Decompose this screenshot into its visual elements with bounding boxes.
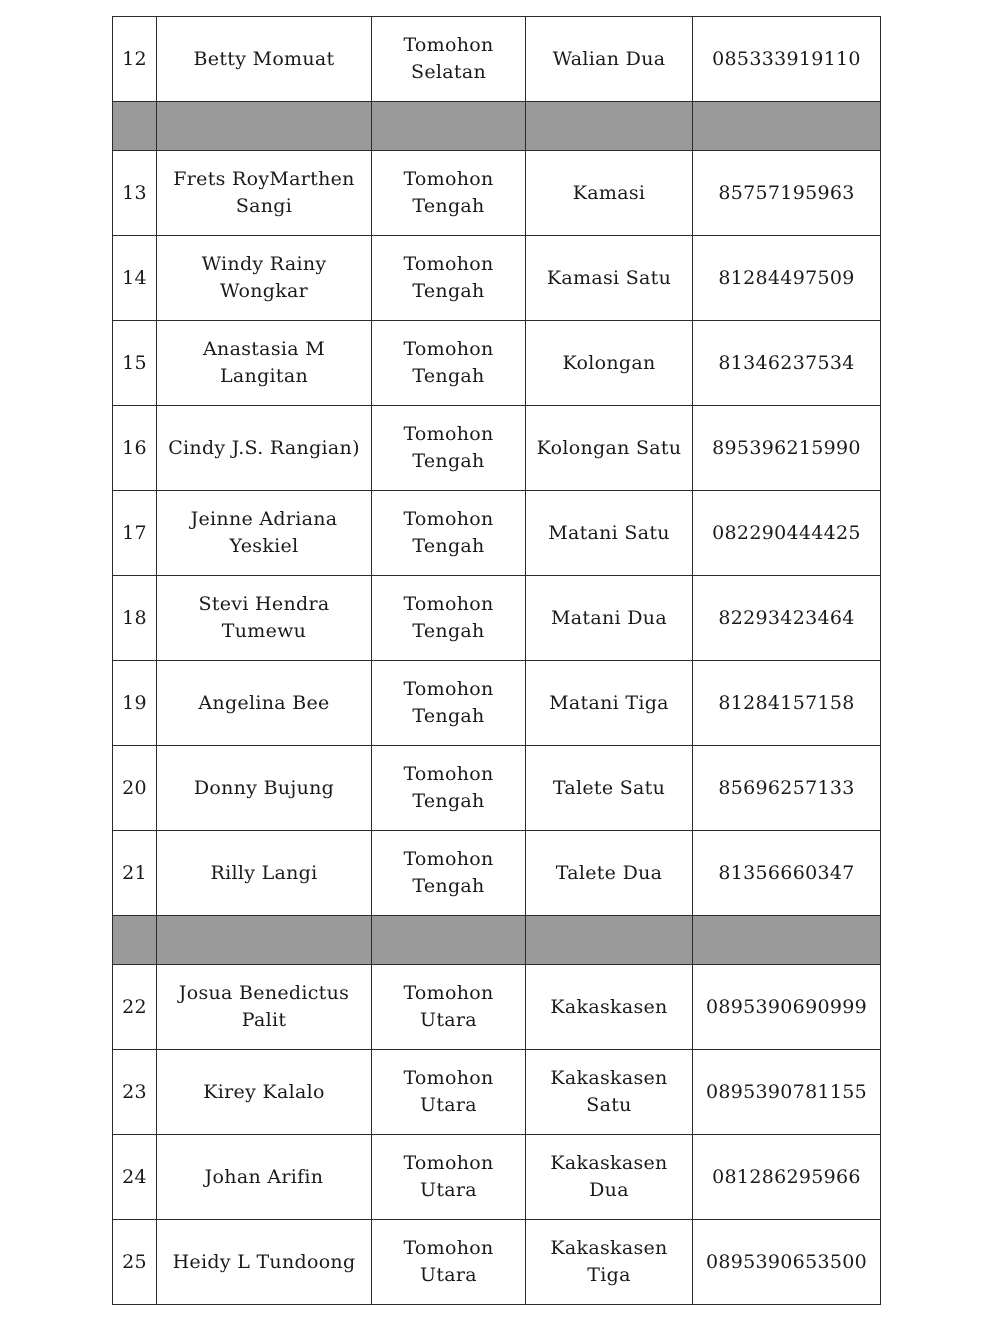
- row-number-cell: 16: [113, 406, 157, 491]
- kecamatan-cell: Tomohon Tengah: [372, 151, 526, 236]
- group-separator-row: [113, 916, 881, 965]
- table-row: [113, 321, 881, 406]
- kelurahan-cell: Matani Satu: [526, 491, 693, 576]
- separator-cell: [157, 102, 372, 151]
- phone-cell: 85696257133: [693, 746, 881, 831]
- name-cell: Windy Rainy Wongkar: [157, 236, 372, 321]
- kelurahan-cell: Kolongan: [526, 321, 693, 406]
- table-row: [113, 17, 881, 102]
- kelurahan-cell: Walian Dua: [526, 17, 693, 102]
- kecamatan-cell: Tomohon Tengah: [372, 406, 526, 491]
- kecamatan-cell: Tomohon Tengah: [372, 236, 526, 321]
- kecamatan-cell: Tomohon Tengah: [372, 321, 526, 406]
- kelurahan-cell: Kakaskasen Dua: [526, 1135, 693, 1220]
- phone-cell: 0895390653500: [693, 1220, 881, 1305]
- name-cell: Angelina Bee: [157, 661, 372, 746]
- table-row: [113, 965, 881, 1050]
- table-row: [113, 491, 881, 576]
- kecamatan-cell: Tomohon Selatan: [372, 17, 526, 102]
- separator-cell: [372, 916, 526, 965]
- separator-cell: [113, 916, 157, 965]
- kelurahan-cell: Kakaskasen Tiga: [526, 1220, 693, 1305]
- name-cell: Stevi Hendra Tumewu: [157, 576, 372, 661]
- group-separator-row: [113, 102, 881, 151]
- phone-cell: 082290444425: [693, 491, 881, 576]
- separator-cell: [113, 102, 157, 151]
- kelurahan-cell: Talete Satu: [526, 746, 693, 831]
- row-number-cell: 23: [113, 1050, 157, 1135]
- table-row: [113, 1220, 881, 1305]
- phone-cell: 81346237534: [693, 321, 881, 406]
- row-number-cell: 18: [113, 576, 157, 661]
- phone-cell: 81284157158: [693, 661, 881, 746]
- table-row: [113, 661, 881, 746]
- table-row: [113, 1050, 881, 1135]
- kecamatan-cell: Tomohon Tengah: [372, 831, 526, 916]
- table-row: [113, 576, 881, 661]
- row-number-cell: 20: [113, 746, 157, 831]
- row-number-cell: 17: [113, 491, 157, 576]
- phone-cell: 0895390781155: [693, 1050, 881, 1135]
- kelurahan-cell: Kamasi Satu: [526, 236, 693, 321]
- table-row: [113, 831, 881, 916]
- row-number-cell: 14: [113, 236, 157, 321]
- phone-cell: 085333919110: [693, 17, 881, 102]
- kelurahan-cell: Matani Dua: [526, 576, 693, 661]
- table-row: [113, 236, 881, 321]
- phone-cell: 82293423464: [693, 576, 881, 661]
- kecamatan-cell: Tomohon Tengah: [372, 746, 526, 831]
- table-body: [113, 17, 881, 1305]
- separator-cell: [157, 916, 372, 965]
- contact-table: [112, 16, 881, 1305]
- phone-cell: 0895390690999: [693, 965, 881, 1050]
- row-number-cell: 21: [113, 831, 157, 916]
- table-row: [113, 1135, 881, 1220]
- kelurahan-cell: Talete Dua: [526, 831, 693, 916]
- separator-cell: [526, 916, 693, 965]
- kelurahan-cell: Matani Tiga: [526, 661, 693, 746]
- kecamatan-cell: Tomohon Utara: [372, 1220, 526, 1305]
- phone-cell: 895396215990: [693, 406, 881, 491]
- row-number-cell: 24: [113, 1135, 157, 1220]
- separator-cell: [526, 102, 693, 151]
- kelurahan-cell: Kakaskasen Satu: [526, 1050, 693, 1135]
- contact-table-wrapper: [112, 16, 880, 1305]
- name-cell: Jeinne Adriana Yeskiel: [157, 491, 372, 576]
- kelurahan-cell: Kakaskasen: [526, 965, 693, 1050]
- separator-cell: [693, 916, 881, 965]
- name-cell: Rilly Langi: [157, 831, 372, 916]
- name-cell: Frets RoyMarthen Sangi: [157, 151, 372, 236]
- name-cell: Donny Bujung: [157, 746, 372, 831]
- phone-cell: 81356660347: [693, 831, 881, 916]
- name-cell: Josua Benedictus Palit: [157, 965, 372, 1050]
- row-number-cell: 19: [113, 661, 157, 746]
- kecamatan-cell: Tomohon Tengah: [372, 491, 526, 576]
- separator-cell: [372, 102, 526, 151]
- name-cell: Betty Momuat: [157, 17, 372, 102]
- name-cell: Kirey Kalalo: [157, 1050, 372, 1135]
- phone-cell: 081286295966: [693, 1135, 881, 1220]
- name-cell: Johan Arifin: [157, 1135, 372, 1220]
- table-row: [113, 406, 881, 491]
- kecamatan-cell: Tomohon Utara: [372, 965, 526, 1050]
- row-number-cell: 25: [113, 1220, 157, 1305]
- kelurahan-cell: Kolongan Satu: [526, 406, 693, 491]
- phone-cell: 81284497509: [693, 236, 881, 321]
- name-cell: Anastasia M Langitan: [157, 321, 372, 406]
- kecamatan-cell: Tomohon Tengah: [372, 661, 526, 746]
- row-number-cell: 15: [113, 321, 157, 406]
- kecamatan-cell: Tomohon Tengah: [372, 576, 526, 661]
- phone-cell: 85757195963: [693, 151, 881, 236]
- row-number-cell: 22: [113, 965, 157, 1050]
- row-number-cell: 12: [113, 17, 157, 102]
- kelurahan-cell: Kamasi: [526, 151, 693, 236]
- kecamatan-cell: Tomohon Utara: [372, 1050, 526, 1135]
- separator-cell: [693, 102, 881, 151]
- table-row: [113, 746, 881, 831]
- table-row: [113, 151, 881, 236]
- name-cell: Heidy L Tundoong: [157, 1220, 372, 1305]
- kecamatan-cell: Tomohon Utara: [372, 1135, 526, 1220]
- name-cell: Cindy J.S. Rangian): [157, 406, 372, 491]
- row-number-cell: 13: [113, 151, 157, 236]
